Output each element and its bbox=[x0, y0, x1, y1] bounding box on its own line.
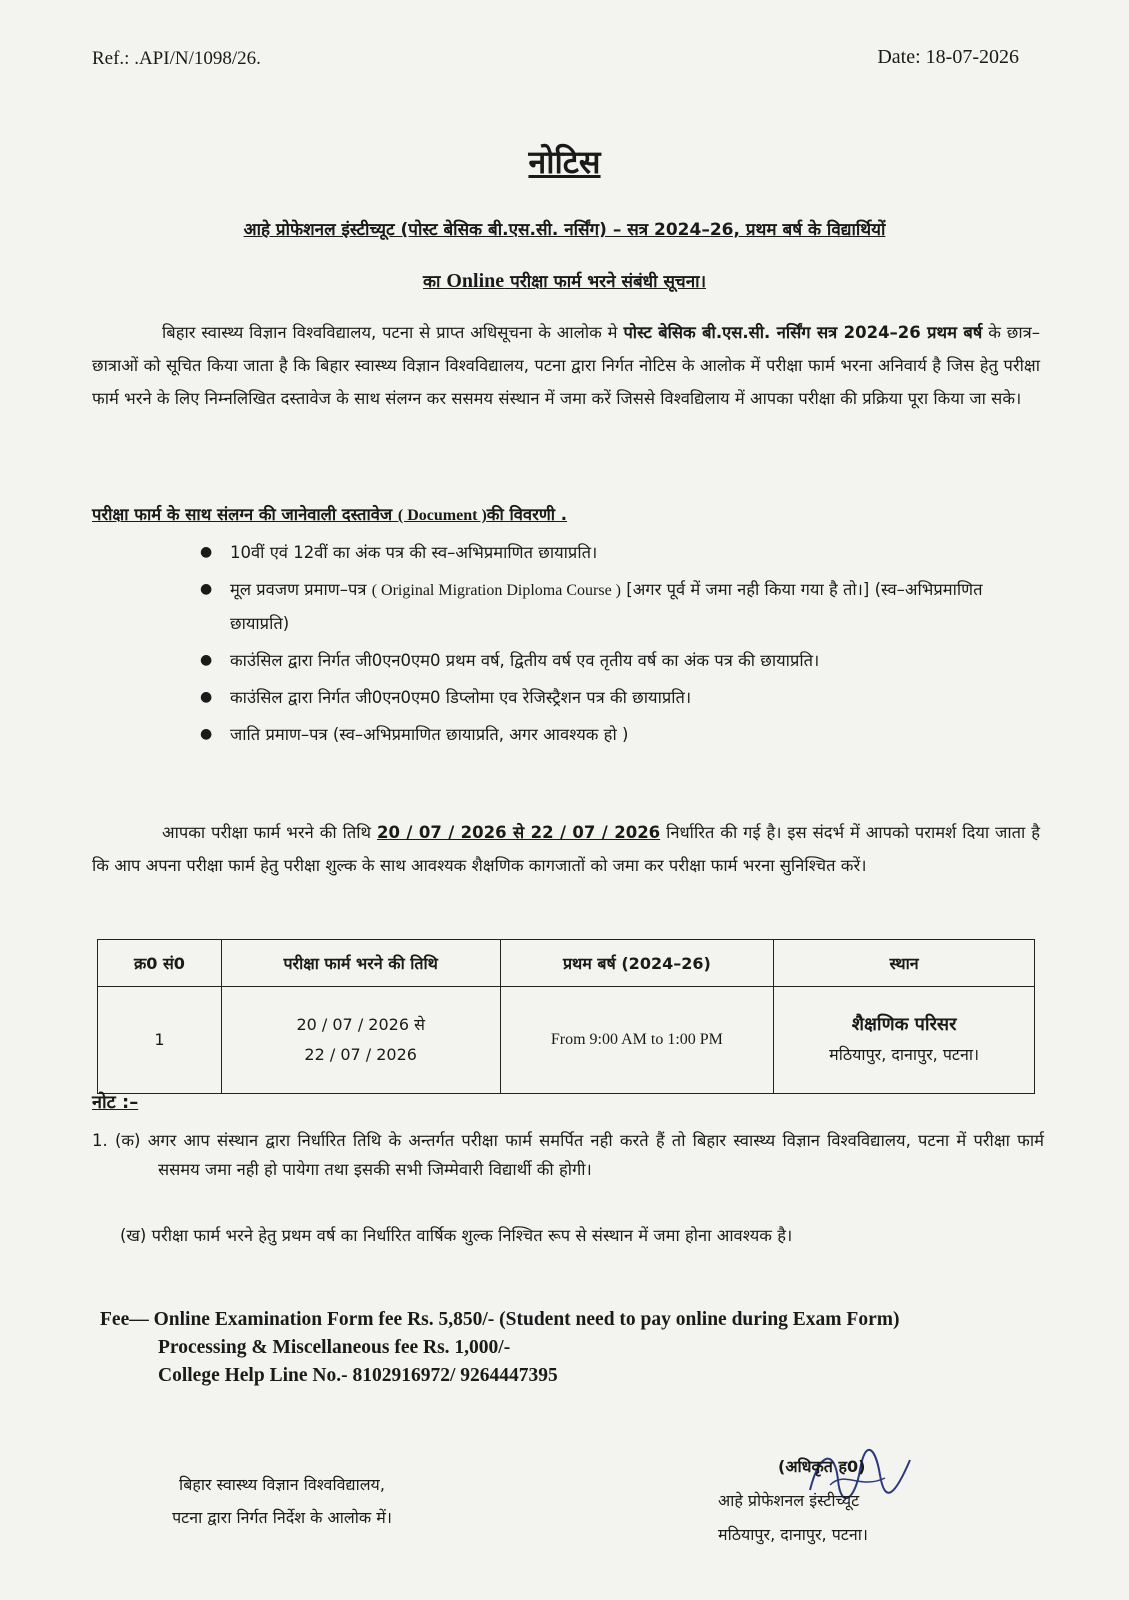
list-item bbox=[200, 536, 1045, 569]
notice-subtitle-line1: आहे प्रोफेशनल इंस्टीच्यूट (पोस्ट बेसिक बी.एस.सी. नर्सिंग) – सत्र 2024–26, प्रथम बर्ष के विद्यार्थियों bbox=[243, 220, 886, 240]
list-item bbox=[200, 718, 1045, 751]
subtitle-text: का bbox=[422, 272, 447, 292]
table-row bbox=[98, 987, 1035, 1094]
footer-signatory bbox=[718, 1450, 978, 1552]
header-year: प्रथम बर्ष (2024–26) bbox=[500, 940, 774, 987]
note-item-1: 1. (क) अगर आप संस्थान द्वारा निर्धारित तिथि के अन्तर्गत परीक्षा फार्म समर्पित नही करते हैं तो बिहार स्वास्थ्य विज्ञान विश्वविद्यालय, पटना में परीक्षा फार्म ससमय जमा नही हो पायेगा तथा इसकी सभी जिम्मेवारी विद्यार्थी की होगी। bbox=[92, 1131, 1044, 1179]
document-text: काउंसिल द्वारा निर्गत जी0एन0एम0 डिप्लोमा एव रेजिस्ट्रैशन पत्र की छायाप्रति। bbox=[230, 688, 692, 707]
note-heading: नोट :– bbox=[92, 1092, 139, 1113]
date-line1: 20 / 07 / 2026 से bbox=[296, 1015, 425, 1034]
documents-list bbox=[200, 536, 1045, 755]
intro-paragraph bbox=[92, 316, 1040, 415]
schedule-table bbox=[97, 939, 1035, 1094]
reference-number: Ref.: .API/N/1098/26. bbox=[92, 48, 261, 69]
date-line2: 22 / 07 / 2026 bbox=[304, 1045, 417, 1064]
header-place: स्थान bbox=[774, 940, 1035, 987]
subtitle-online: Online bbox=[446, 270, 505, 292]
list-item bbox=[200, 644, 1045, 677]
cell-sno: 1 bbox=[98, 987, 222, 1094]
notice-subtitle-line2 bbox=[60, 269, 1069, 293]
list-item bbox=[200, 573, 1045, 640]
fee-line-2: Processing & Miscellaneous fee Rs. 1,000/- bbox=[158, 1337, 511, 1358]
bullet-icon: ● bbox=[200, 581, 213, 597]
documents-heading-end: की विवरणी . bbox=[486, 505, 568, 524]
fee-block bbox=[100, 1306, 899, 1390]
document-text-en: ( Original Migration Diploma Course ) bbox=[371, 582, 622, 599]
intro-text-a: बिहार स्वास्थ्य विज्ञान विश्वविद्यालय, पटना से प्राप्त अधिसूचना के आलोक मे bbox=[162, 323, 624, 342]
notice-title: नोटिस bbox=[528, 143, 601, 181]
header-sno: क्र0 सं0 bbox=[98, 940, 222, 987]
bullet-icon: ● bbox=[200, 689, 213, 705]
cell-place bbox=[774, 987, 1035, 1094]
footer-reference bbox=[112, 1468, 452, 1534]
document-text-end: [अगर पूर्व में जमा नही किया गया है तो।] (स्व–अभिप्रमाणित छायाप्रति) bbox=[230, 580, 983, 633]
bullet-icon: ● bbox=[200, 726, 213, 742]
document-text: जाति प्रमाण–पत्र (स्व–अभिप्रमाणित छायाप्रति, अगर आवश्यक हो ) bbox=[230, 725, 629, 744]
documents-heading bbox=[92, 502, 567, 525]
footer-address: मठियापुर, दानापुर, पटना। bbox=[718, 1525, 868, 1544]
note-item-2: (ख) परीक्षा फार्म भरने हेतु प्रथम वर्ष का निर्धारित वार्षिक शुल्क निश्चित रूप से संस्थान में जमा होना आवश्यक है। bbox=[120, 1226, 793, 1245]
intro-course-bold: पोस्ट बेसिक बी.एस.सी. नर्सिंग सत्र 2024–26 प्रथम बर्ष bbox=[623, 323, 983, 342]
bullet-icon: ● bbox=[200, 544, 213, 560]
document-text: मूल प्रवजण प्रमाण–पत्र bbox=[230, 580, 372, 599]
documents-heading-en: ( Document ) bbox=[397, 507, 487, 524]
cell-date bbox=[221, 987, 500, 1094]
document-text: काउंसिल द्वारा निर्गत जी0एन0एम0 प्रथम वर्ष, द्वितीय वर्ष एव तृतीय वर्ष का अंक पत्र की छायाप्रति। bbox=[230, 651, 820, 670]
place-address: मठियापुर, दानापुर, पटना। bbox=[829, 1045, 980, 1064]
schedule-text-b: निर्धारित की गई है। इस संदर्भ में आपको परामर्श दिया जाता है कि आप अपना परीक्षा फार्म हेतु परीक्षा शुल्क के साथ आवश्यक शैक्षणिक कागजातों को जमा कर परीक्षा फार्म भरना सुनिश्चित करें। bbox=[92, 823, 1040, 875]
schedule-date-range: 20 / 07 / 2026 से 22 / 07 / 2026 bbox=[377, 823, 661, 842]
bullet-icon: ● bbox=[200, 652, 213, 668]
fee-line-1: Fee— Online Examination Form fee Rs. 5,850/- (Student need to pay online during Exam Form) bbox=[100, 1309, 900, 1330]
table-header-row bbox=[98, 940, 1035, 987]
list-item bbox=[200, 681, 1045, 714]
subtitle-text-end: परीक्षा फार्म भरने संबंधी सूचना। bbox=[504, 272, 707, 292]
footer-left-line2: पटना द्वारा निर्गत निर्देश के आलोक में। bbox=[172, 1508, 392, 1527]
intro-text-b: के छात्र–छात्राओं को सूचित किया जाता है कि बिहार स्वास्थ्य विज्ञान विश्वविद्यालय, पटना द्वारा निर्गत नोटिस के आलोक में परीक्षा फार्म भरना अनिवार्य है जिस हेतु परीक्षा फार्म भरने के लिए निम्नलिखित दस्तावेज के साथ संलग्न कर ससमय संस्थान में जमा करें जिससे विश्वद्यिलाय में आपका परीक्षा की प्रक्रिया पूरा किया जा सके। bbox=[92, 323, 1040, 408]
schedule-text-a: आपका परीक्षा फार्म भरने की तिथि bbox=[162, 823, 378, 842]
schedule-paragraph bbox=[92, 816, 1040, 882]
footer-left-line1: बिहार स्वास्थ्य विज्ञान विश्वविद्यालय, bbox=[179, 1475, 385, 1494]
document-text: 10वीं एवं 12वीं का अंक पत्र की स्व–अभिप्रमाणित छायाप्रति। bbox=[230, 543, 598, 562]
footer-institute: आहे प्रोफेशनल इंस्टीच्यूट bbox=[718, 1491, 860, 1510]
authorized-signatory: (अधिकृत ह0) bbox=[778, 1457, 866, 1476]
cell-timing: From 9:00 AM to 1:00 PM bbox=[500, 987, 774, 1094]
header-date: परीक्षा फार्म भरने की तिथि bbox=[221, 940, 500, 987]
notice-date: Date: 18-07-2026 bbox=[877, 46, 1019, 68]
place-title: शैक्षणिक परिसर bbox=[851, 1014, 957, 1035]
helpline: College Help Line No.- 8102916972/ 9264447395 bbox=[158, 1365, 558, 1386]
documents-heading-text: परीक्षा फार्म के साथ संलग्न की जानेवाली दस्तावेज bbox=[92, 505, 398, 524]
